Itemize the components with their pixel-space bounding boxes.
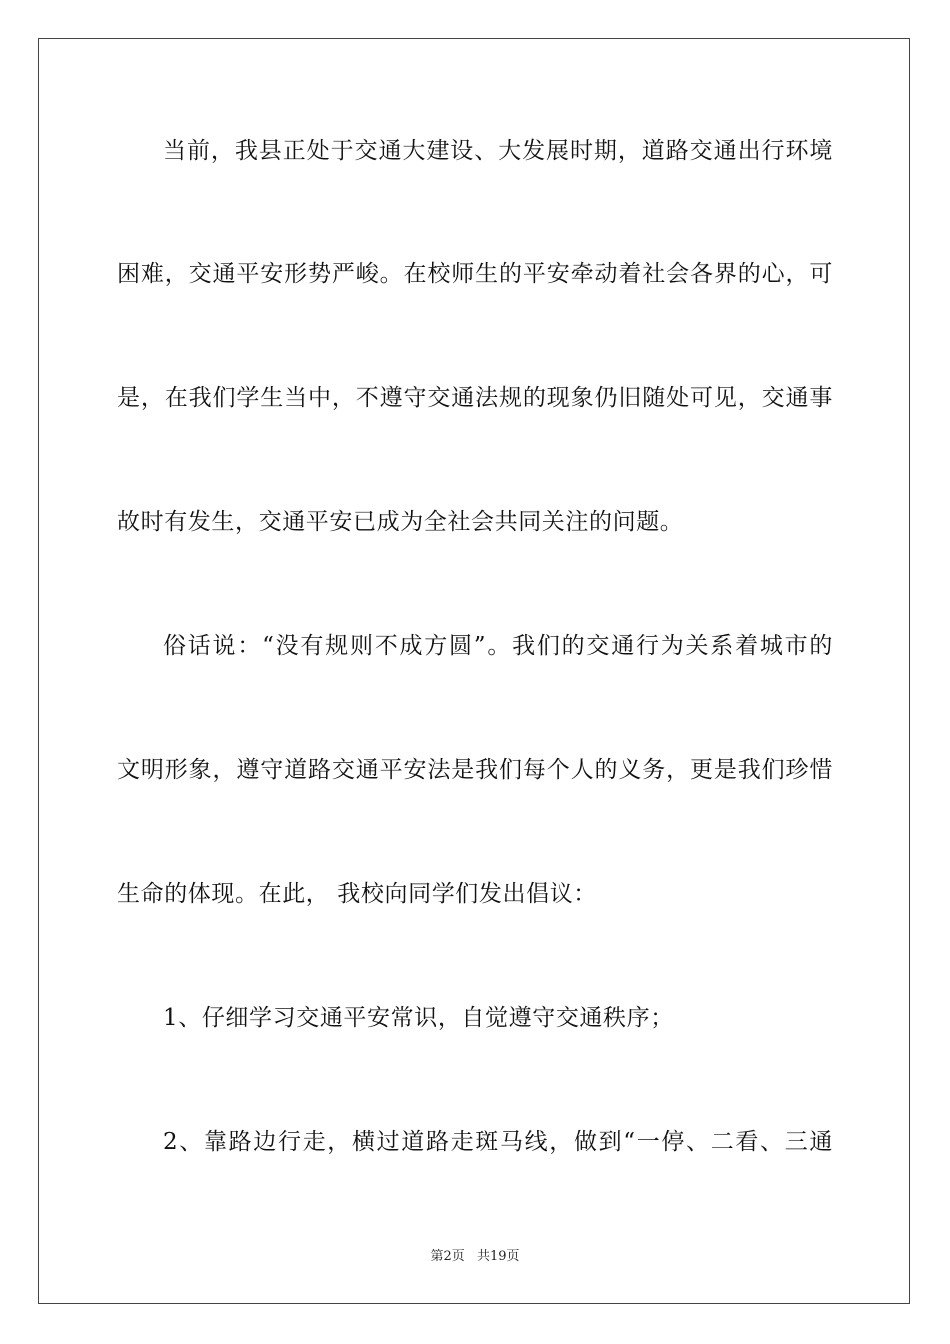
paragraph-line: 生命的体现。在此， 我校向同学们发出倡议： <box>117 881 597 907</box>
paragraph-line: 故时有发生，交通平安已成为全社会共同关注的问题。 <box>117 509 684 535</box>
page-total: 共19页 <box>476 1249 520 1264</box>
paragraph-line: 是，在我们学生当中，不遵守交通法规的现象仍旧随处可见，交通事 <box>117 385 833 411</box>
page-footer <box>0 1248 950 1266</box>
paragraph-line: 俗话说：“没有规则不成方圆”。我们的交通行为关系着城市的 <box>163 633 833 659</box>
paragraph-line: 困难，交通平安形势严峻。在校师生的平安牵动着社会各界的心，可 <box>117 261 833 287</box>
page-number: 第2页 <box>430 1249 465 1264</box>
list-item: 2、靠路边行走，横过道路走斑马线，做到“一停、二看、三通 <box>163 1129 833 1155</box>
paragraph-line: 当前，我县正处于交通大建设、大发展时期，道路交通出行环境 <box>163 138 833 164</box>
paragraph-line: 文明形象，遵守道路交通平安法是我们每个人的义务，更是我们珍惜 <box>117 757 833 783</box>
page-border <box>38 38 910 1304</box>
list-item: 1、仔细学习交通平安常识，自觉遵守交通秩序； <box>163 1005 674 1031</box>
